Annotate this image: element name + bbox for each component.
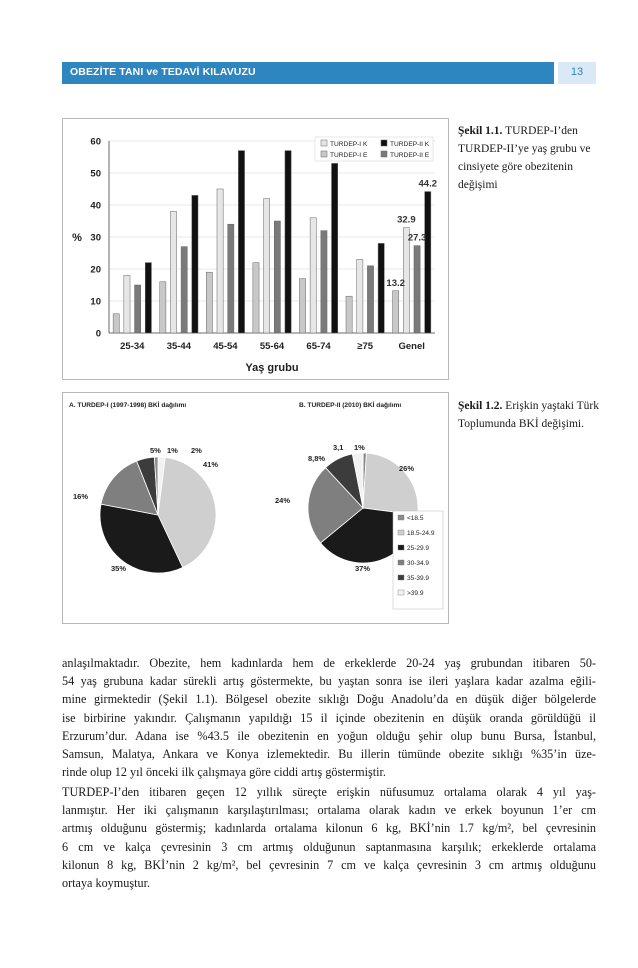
pie-legend-label: 35-39.9	[407, 575, 430, 582]
bar	[160, 282, 166, 333]
bar	[274, 221, 280, 333]
x-tick-label: Genel	[398, 341, 425, 352]
page-number-box	[558, 62, 596, 84]
x-tick-label: 55-64	[259, 341, 285, 352]
bar	[206, 272, 212, 333]
paragraph-line: TURDEP-I’den itibaren geçen 12 yıllık süreçte erişkin nüfusumuz ortalama olarak 4 yıl yaş-	[62, 785, 596, 799]
y-axis-title: %	[72, 232, 82, 244]
running-header-title: OBEZİTE TANI ve TEDAVİ KILAVUZU	[70, 66, 256, 78]
x-tick-label: 45-54	[213, 341, 238, 352]
figure-1-2-caption	[458, 397, 600, 433]
paragraph-line: artmış olduğunu göstermiş; kadınlarda ortalama kilonun 6 kg, BKİ’nin 1.7 kg/m², bel çevresinin	[62, 821, 596, 836]
bar	[113, 314, 119, 333]
bar	[217, 189, 223, 333]
paragraph-line: ortaya koymuştur.	[62, 876, 151, 891]
bar	[192, 195, 198, 333]
data-label: 44.2	[418, 178, 438, 190]
x-axis-title: Yaş grubu	[245, 362, 299, 374]
pie-slice-label: 41%	[203, 460, 219, 469]
bar	[357, 259, 363, 333]
bar	[228, 224, 234, 333]
paragraph-line: rinde olup 12 yıl önceki ilk çalışmaya göre ciddi artış göstermiştir.	[62, 765, 386, 780]
page-number: 13	[570, 66, 584, 78]
legend-swatch	[321, 151, 327, 157]
bar	[124, 275, 130, 333]
figure-1-2-caption-text: Erişkin yaştaki Türk Toplumunda BKİ değişimi.	[458, 400, 599, 430]
paragraph-line: mine girmektedir (Şekil 1.1). Bölgesel obezite sıklığı Doğu Anadolu’da en düşük diğer bölgelerde	[62, 692, 596, 707]
bar	[414, 246, 420, 333]
bar	[378, 243, 384, 333]
pie-legend-label: 25-29.9	[407, 545, 430, 552]
pie-slice-label: 26%	[399, 464, 415, 473]
figure-1-2-caption-label: Şekil 1.2.	[458, 400, 503, 412]
figure-1-2-pie-charts	[63, 393, 448, 623]
legend-label: TURDEP-II E	[390, 152, 430, 159]
x-tick-label: 25-34	[120, 341, 145, 352]
pie-legend-swatch	[398, 575, 404, 580]
bar	[321, 231, 327, 333]
pie-legend-swatch	[398, 515, 404, 520]
bar	[135, 285, 141, 333]
legend-swatch	[381, 140, 387, 146]
data-label: 27.3	[407, 232, 427, 244]
pie-slice-label: 16%	[73, 492, 89, 501]
body-paragraph-1	[62, 654, 596, 781]
bar	[238, 151, 244, 333]
legend-swatch	[381, 151, 387, 157]
header-bar	[62, 62, 554, 84]
pie-legend-label: <18.5	[407, 515, 424, 522]
bar	[310, 218, 316, 333]
bar	[285, 151, 291, 333]
bar	[253, 263, 259, 333]
pie-slice	[363, 453, 418, 515]
figure-1-1-caption-text: TURDEP-I’den TURDEP-II’ye yaş grubu ve cinsiyete göre obezitenin değişimi	[458, 125, 591, 191]
pie-slice-label: 3,1	[333, 443, 344, 452]
pie-legend-swatch	[398, 545, 404, 550]
pie-slice-label: 2%	[191, 446, 202, 455]
y-tick-label: 50	[90, 168, 101, 180]
bar	[170, 211, 176, 333]
pie-legend-label: 18.5-24.9	[407, 530, 435, 537]
pie-title: B. TURDEP-II (2010) BKİ dağılımı	[299, 402, 402, 409]
pie-slice-label: 37%	[355, 564, 371, 573]
paragraph-line: kilonun 8 kg, BKİ’nin 2 kg/m², bel çevresinin 7 cm ve kalça çevresinin 3 cm artmış olduğunu	[62, 857, 596, 872]
y-tick-label: 30	[90, 232, 101, 244]
bar	[299, 279, 305, 333]
paragraph-line: lanmıştır. Her iki çalışmanın karşılaştırılması; ortalama olarak kadın ve erkek boyunun 1’er cm	[62, 803, 596, 818]
bar	[332, 163, 338, 333]
x-tick-label: 35-44	[166, 341, 192, 352]
legend-label: TURDEP-I K	[330, 141, 368, 148]
pie-slice-label: 8,8%	[308, 454, 326, 463]
y-tick-label: 10	[90, 296, 101, 308]
bar	[346, 296, 352, 333]
paragraph-line: 54 yaş grubuna kadar sürekli artış göstermekte, bu yaştan sonra ise ileri yaşlara kadar azalma eğili-	[62, 674, 596, 689]
pie-legend-label: 30-34.9	[407, 560, 430, 567]
figure-1-2-frame	[62, 392, 449, 624]
pie-slice-label: 35%	[111, 564, 127, 573]
bar	[425, 192, 431, 333]
data-label: 13.2	[386, 277, 405, 289]
bar	[264, 199, 270, 333]
figure-1-1-caption-label: Şekil 1.1.	[458, 125, 503, 137]
bar	[367, 266, 373, 333]
bar	[181, 247, 187, 333]
pie-title: A. TURDEP-I (1997-1998) BKİ dağılımı	[69, 402, 187, 409]
pie-slice-label: 5%	[150, 446, 161, 455]
body-paragraph-2	[62, 783, 596, 892]
paragraph-line: Erzurum’dur. Adana ise %43.5 ile obezitenin en yoğun olduğu şehir olup bunu Bursa, İstanbul,	[62, 728, 596, 743]
legend-label: TURDEP-II K	[390, 141, 430, 148]
x-tick-label: 65-74	[306, 341, 331, 352]
pie-slice-label: 1%	[167, 446, 178, 455]
figure-1-1-frame	[62, 118, 449, 380]
y-tick-label: 0	[95, 328, 101, 340]
paragraph-line: anlaşılmaktadır. Obezite, hem kadınlarda hem de erkeklerde 20-24 yaş grubundan itibaren 50-	[62, 656, 596, 670]
pie-legend-label: >39.9	[407, 590, 424, 597]
y-tick-label: 40	[90, 200, 101, 212]
pie-legend-swatch	[398, 590, 404, 595]
y-tick-label: 20	[90, 264, 101, 276]
pie-legend-swatch	[398, 530, 404, 535]
legend-label: TURDEP-I E	[330, 152, 368, 159]
bar	[145, 263, 151, 333]
pie-slice-label: 24%	[275, 496, 291, 505]
pie-legend-swatch	[398, 560, 404, 565]
figure-1-1-bar-chart	[63, 119, 448, 379]
x-tick-label: ≥75	[357, 341, 374, 352]
figure-1-1-caption	[458, 122, 600, 194]
data-label: 32.9	[397, 214, 416, 226]
paragraph-line: ise birbirine yakındır. Çalışmanın yapıldığı 15 il içinde obezitenin en düşük oranda görüldüğü il	[62, 710, 596, 725]
legend-swatch	[321, 140, 327, 146]
paragraph-line: Samsun, Malatya, Ankara ve Konya izlemektedir. Bu illerin tümünde obezite sıklığı %35’in üze-	[62, 747, 596, 762]
paragraph-line: 6 cm ve kalça çevresinin 3 cm artmış olduğunun saptanmasına karşılık; erkeklerde ortalama	[62, 839, 596, 854]
y-tick-label: 60	[90, 136, 101, 148]
bar	[393, 291, 399, 333]
pie-slice-label: 1%	[354, 443, 365, 452]
